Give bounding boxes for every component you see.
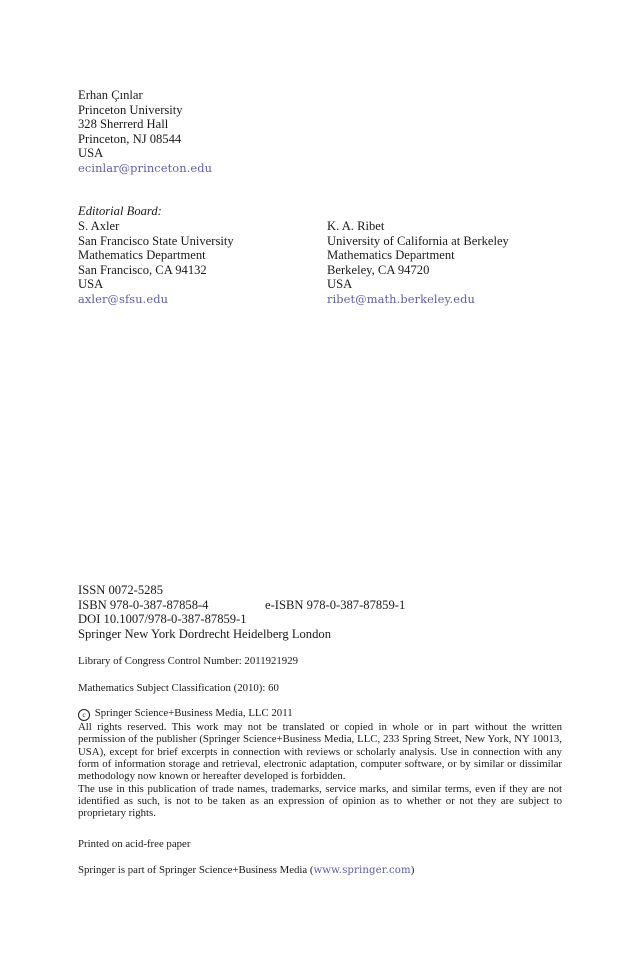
rights-paragraph-trademarks: The use in this publication of trade names, trademarks, service marks, and similar terms, even if they are not identified as such, is not to be taken as an expression of opinion as to whether or not they are subject to proprietary rights.	[78, 782, 562, 820]
subject-classification: Mathematics Subject Classification (2010): 60	[78, 682, 279, 694]
isbn: ISBN 978-0-387-87858-4	[78, 597, 209, 612]
isbn-row	[78, 598, 562, 613]
author-institution: Princeton University	[78, 102, 183, 117]
author-address-line-1: 328 Sherrerd Hall	[78, 117, 169, 132]
editorial-board-label: Editorial Board:	[78, 204, 162, 218]
rights-block	[78, 707, 562, 820]
author-country: USA	[78, 146, 104, 161]
author-address-line-2: Princeton, NJ 08544	[78, 131, 182, 146]
library-of-congress-number: Library of Congress Control Number: 2011921929	[78, 655, 299, 667]
board-member-country: USA	[78, 277, 104, 292]
rights-paragraph-reserved: All rights reserved. This work may not be translated or copied in whole or in part without the written permission of the publisher (Springer Science+Business Media, LLC, 233 Spring Street, New York, NY 10013, USA), except for brief excerpts in connection with reviews or scholarly analysis. Use in connection with any form of information storage and retrieval, electronic adaptation, computer software, or by similar or dissimilar methodology now known or hereafter developed is forbidden.	[78, 721, 562, 783]
editorial-board-member-axler	[78, 219, 234, 307]
author-address-block	[78, 88, 212, 176]
doi: DOI 10.1007/978-0-387-87859-1	[78, 612, 247, 627]
copyright-icon: c	[78, 709, 90, 721]
copyright-page	[78, 0, 562, 972]
copyright-holder: Springer Science+Business Media, LLC 2011	[94, 707, 293, 719]
editorial-board-member-ribet	[327, 219, 509, 307]
issn: ISSN 0072-5285	[78, 583, 164, 597]
board-member-name: S. Axler	[78, 219, 120, 233]
author-email-link[interactable]: ecinlar@princeton.edu	[78, 160, 213, 175]
springer-affiliation	[78, 864, 414, 877]
board-member-department: Mathematics Department	[78, 248, 206, 263]
board-member-institution: University of California at Berkeley	[327, 233, 509, 248]
springer-website-link[interactable]: www.springer.com	[313, 865, 411, 876]
acid-free-paper-note: Printed on acid-free paper	[78, 838, 191, 850]
springer-affiliation-prefix: Springer is part of Springer Science+Business Media (	[78, 864, 314, 876]
board-member-institution: San Francisco State University	[78, 233, 234, 248]
board-member-name: K. A. Ribet	[327, 219, 385, 233]
publication-identifiers	[78, 583, 562, 641]
board-member-department: Mathematics Department	[327, 248, 455, 263]
publisher-cities: Springer New York Dordrecht Heidelberg London	[78, 626, 331, 641]
eisbn: e-ISBN 978-0-387-87859-1	[265, 597, 406, 612]
board-member-city: Berkeley, CA 94720	[327, 262, 430, 277]
board-member-email-link[interactable]: axler@sfsu.edu	[78, 291, 169, 306]
board-member-email-link[interactable]: ribet@math.berkeley.edu	[327, 291, 475, 306]
board-member-city: San Francisco, CA 94132	[78, 262, 207, 277]
springer-affiliation-suffix: )	[410, 864, 415, 876]
copyright-notice	[78, 707, 562, 721]
author-name: Erhan Çınlar	[78, 88, 143, 102]
board-member-country: USA	[327, 277, 353, 292]
